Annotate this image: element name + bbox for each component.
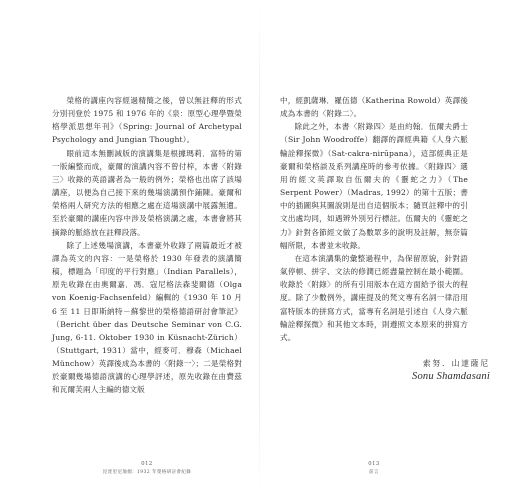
running-footer: 昆達里尼瑜伽：1932 年榮格研討會紀錄 (102, 470, 192, 475)
running-footer: 前言 (369, 470, 379, 475)
page-number: 013 (368, 461, 380, 467)
left-folio (52, 461, 242, 475)
paragraph: 在這本演講集的彙整過程中，為保留原貌，針對語氣停頓、拼字、文法的修潤已經盡量控制在最小範圍。收錄於〈附錄〉的所有引用版本在這方面給予很大的程度。除了少數例外，講座提及的梵文專有名詞一律沿用富特版本的拼寫方式，當專有名詞是引述自《人身六脈輪詮釋探微》和其他文本時，則遵照文本原來的拼寫方式。 (280, 253, 468, 342)
page-number: 012 (141, 461, 153, 467)
left-body-text (52, 94, 242, 397)
right-body-text (280, 94, 468, 344)
paragraph: 眼前這本無刪減版的演講集是根據瑪莉．富特的第一版編整而成，豪爾的演講內容不曾付梓，本書〈附錄三〉收錄的英語講者為一般的例外；榮格也出席了該場講座，以便為自己接下來的幾場演講預作鋪陳。豪爾和榮格兩人研究方法的相應之處在這場演講中展露無遺。至於豪爾的講座內容中涉及榮格演講之處，本書會將其摘錄的脈絡放在註釋段落。 (52, 148, 242, 237)
paragraph: 除此之外，本書〈附錄四〉是由約翰．伍爾夫爵士（Sir John Woodroffe）翻譯的譯經典籍《人身六脈輪詮釋探微》（Sat-cakra-nirūpana），這部經典正是豪爾和榮格談及系列講座時的參考依據。〈附錄四〉選用的經文英譯取自伍爾夫的《靈蛇之力》（The Serpent Power）（Madras, 1992）的第十五版；書中的插圖與其圖說則是出自這個版本；隨頁註釋中的引文出處均同，如遇辨外別另行標註。伍爾夫的《靈蛇之力》針對各節經文做了為數眾多的說明及註解，無奈篇幅所限，本書並未收錄。 (280, 122, 468, 250)
signature-latin: Sonu Shamdasani (412, 371, 490, 382)
paragraph: 中，經凱薩琳．羅伍德（Katherina Rowold）英譯後成為本書的〈附錄二〉。 (280, 96, 468, 119)
paragraph: 除了上述幾場演講，本書豪外收錄了兩篇最近才被譯為英文的內容：一是榮格於 1930 年發表的演講簡稿，標題為「印度的平行對應」（Indian Parallels），原先收錄在由奧爾嘉．馮．寇尼格法森斐爾德（Olga von Koenig-Fachsenfeld）編輯的《1930 年 10 月 6 至 11 日即斯納特－蘇黎世的榮格德語研討會筆記》（Bericht über das Deutsche Seminar von C.G. Jung, 6-11. Oktober 1930 in Küsnacht-Zürich）（Stuttgart, 1931）當中，經麥可．穆森（Michael Münchow）英譯後成為本書的〈附錄一〉；二是榮格對於豪爾幾場德語演講的心理學評述，原先收錄在由費茲和瓦爾芙兩人主編的德文版 (52, 240, 242, 395)
right-page (260, 0, 520, 500)
author-signature (400, 358, 490, 382)
right-folio (280, 461, 468, 475)
paragraph: 榮格的講座內容經過精簡之後，曾以無註釋的形式分別刊登於 1975 和 1976 年的《泉：原型心理學暨榮格學派思想年刊》（Spring: Journal of Archetypal Psychology and Jungian Thought）。 (52, 96, 242, 145)
signature-cjk: 索努．山達薩尼 (422, 359, 490, 368)
